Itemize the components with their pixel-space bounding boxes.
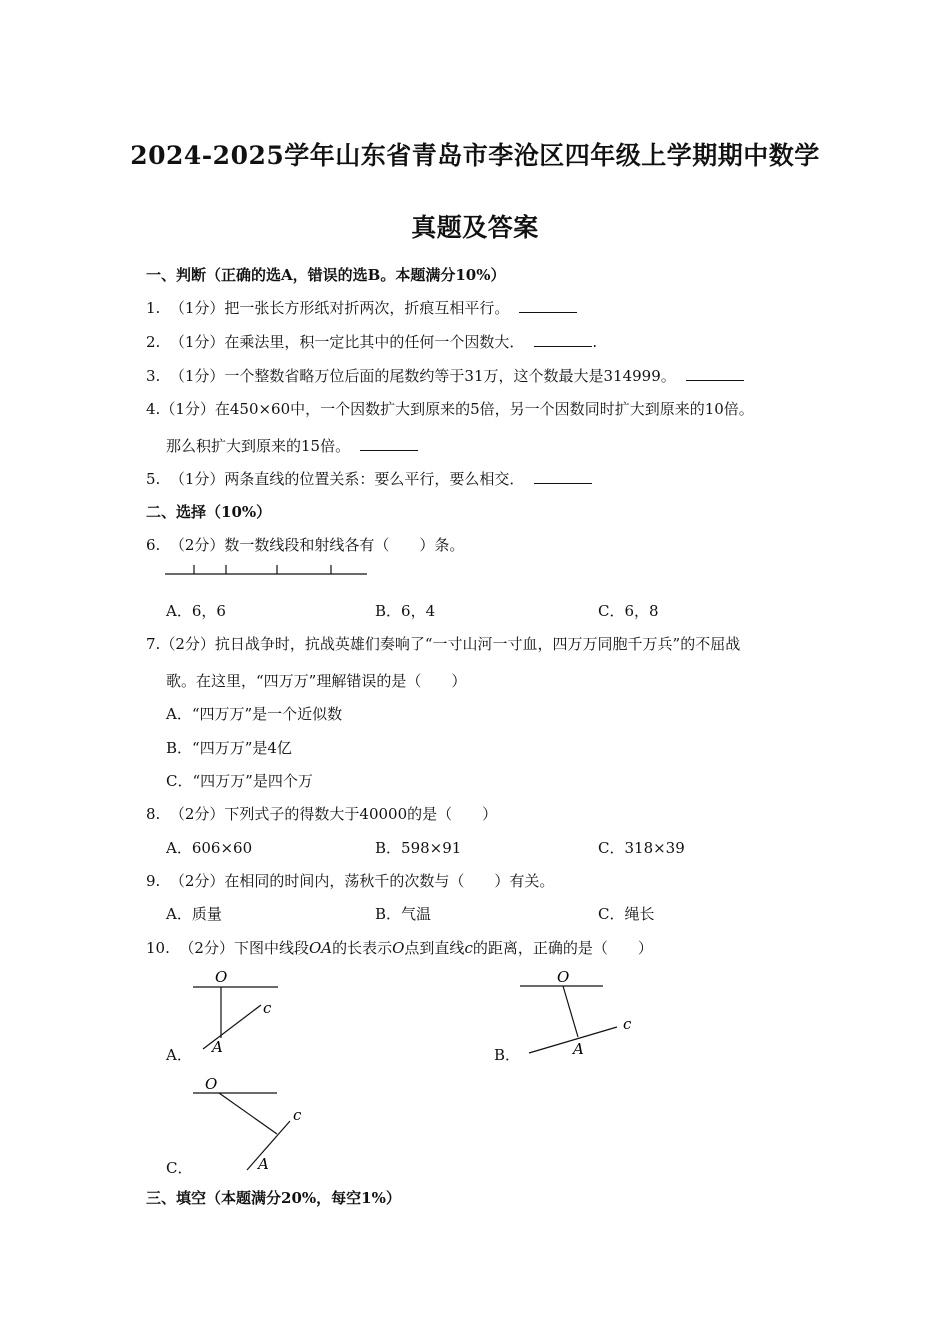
q8-option-a[interactable]: A．606×60 <box>166 839 253 857</box>
q3: 3. （1分）一个整数省略万位后面的尾数约等于31万，这个数最大是314999。 <box>146 366 744 386</box>
q10-figure-c <box>185 1072 310 1174</box>
q6-option-b[interactable]: B．6，4 <box>375 602 436 620</box>
answer-blank[interactable] <box>534 332 592 347</box>
q7: 7.（2分）抗日战争时，抗战英雄们奏响了“一寸山河一寸血，四万万同胞千万兵”的不屈战 <box>146 635 741 653</box>
q7-option-c[interactable]: C．“四万万”是四个万 <box>166 772 313 790</box>
label-o: O <box>205 1075 218 1093</box>
answer-blank[interactable] <box>686 366 744 381</box>
q7-continued: 歌。在这里，“四万万”理解错误的是（ ） <box>166 672 467 690</box>
q9-option-a[interactable]: A．质量 <box>166 905 222 923</box>
q6: 6. （2分）数一数线段和射线各有（ ）条。 <box>146 536 465 554</box>
q7-option-a[interactable]: A．“四万万”是一个近似数 <box>166 705 343 723</box>
q4-continued: 那么积扩大到原来的15倍。 <box>166 436 418 456</box>
q5: 5. （1分）两条直线的位置关系：要么平行，要么相交． <box>146 469 592 489</box>
q6-line-figure <box>160 560 372 580</box>
section1-heading: 一、判断（正确的选A，错误的选B。本题满分10%） <box>146 266 506 284</box>
page-title-line2: 真题及答案 <box>411 213 539 242</box>
label-c: c <box>293 1106 302 1124</box>
label-a: A <box>258 1155 269 1173</box>
q10-figure-b <box>515 962 640 1058</box>
q4: 4.（1分）在450×60中，一个因数扩大到原来的5倍，另一个因数同时扩大到原来的10倍。 <box>146 400 754 418</box>
page-title-line1: 2024-2025学年山东省青岛市李沧区四年级上学期期中数学 <box>130 141 820 170</box>
q10-option-b[interactable]: B． <box>494 1046 521 1064</box>
section2-heading: 二、选择（10%） <box>146 503 272 521</box>
segment-oa <box>563 986 578 1037</box>
q6-option-a[interactable]: A．6，6 <box>166 602 226 620</box>
label-c: c <box>263 999 272 1017</box>
q8-option-c[interactable]: C．318×39 <box>598 839 685 857</box>
q9-option-b[interactable]: B．气温 <box>375 905 432 923</box>
answer-blank[interactable] <box>360 436 418 451</box>
label-a: A <box>573 1040 584 1058</box>
q8: 8. （2分）下列式子的得数大于40000的是（ ） <box>146 805 498 823</box>
q1: 1. （1分）把一张长方形纸对折两次，折痕互相平行。 <box>146 298 577 318</box>
answer-blank[interactable] <box>519 298 577 313</box>
q10-option-c[interactable]: C． <box>166 1159 193 1177</box>
label-c: c <box>623 1015 632 1033</box>
q9: 9. （2分）在相同的时间内，荡秋千的次数与（ ）有关。 <box>146 872 555 890</box>
q10-figure-a <box>185 965 285 1057</box>
q9-option-c[interactable]: C．绳长 <box>598 905 655 923</box>
q7-option-b[interactable]: B．“四万万”是4亿 <box>166 739 292 757</box>
segment-oa <box>219 1093 277 1134</box>
q6-option-c[interactable]: C．6，8 <box>598 602 659 620</box>
q10: 10. （2分）下图中线段OA的长表示O点到直线c的距离，正确的是（ ） <box>146 939 653 957</box>
q2: 2. （1分）在乘法里，积一定比其中的任何一个因数大． . <box>146 333 598 351</box>
q8-option-b[interactable]: B．598×91 <box>375 839 462 857</box>
label-a: A <box>212 1038 223 1056</box>
answer-blank[interactable] <box>534 469 592 484</box>
label-o: O <box>557 968 570 986</box>
q10-option-a[interactable]: A． <box>166 1046 192 1064</box>
label-o: O <box>215 968 228 986</box>
section3-heading: 三、填空（本题满分20%，每空1%） <box>146 1189 401 1207</box>
